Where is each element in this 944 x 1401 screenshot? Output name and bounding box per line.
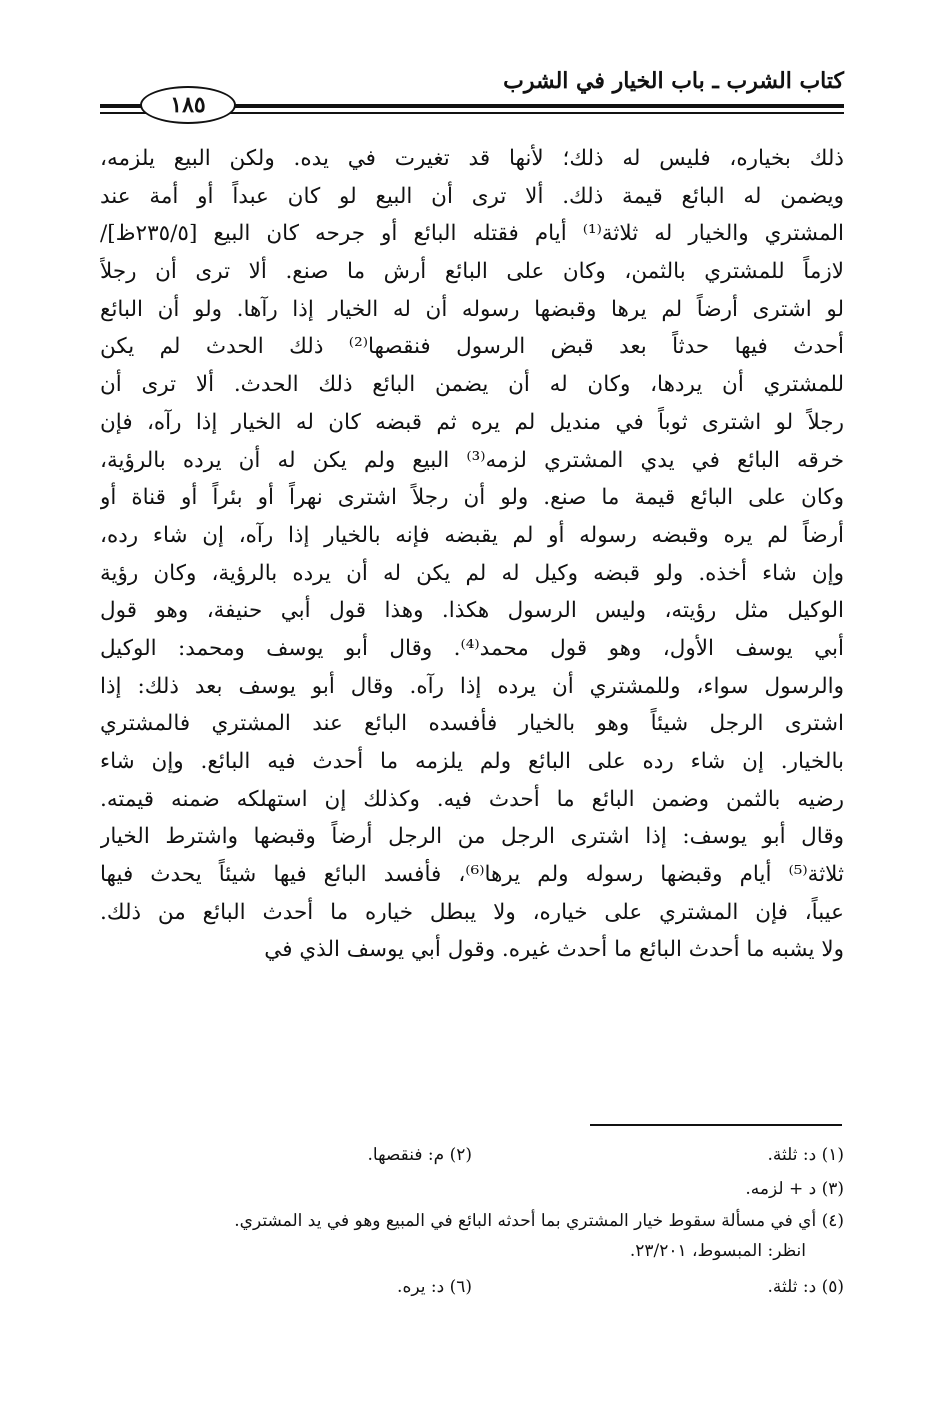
text-line: وإن شاء أخذه. ولو قبضه وكيل له لم يكن له أن يرده بالرؤية، وكان رؤية xyxy=(100,560,844,586)
footnote-separator xyxy=(590,1124,842,1126)
text-line: والرسول سواء، وللمشتري أن يرده إذا رآه. وقال أبو يوسف بعد ذلك: إذا xyxy=(100,673,844,699)
footnote-row xyxy=(100,1270,844,1304)
text-line: بالخيار. إن شاء رده على البائع ولم يلزمه ما أحدث فيه البائع. وإن شاء xyxy=(100,749,844,774)
page-number xyxy=(140,86,236,124)
text-line: لازماً للمشتري بالثمن، وكان على البائع أرش ما صنع. ألا ترى أن رجلاً xyxy=(100,259,844,285)
footnote-5: (٥) د: ثلثة. xyxy=(767,1277,844,1297)
text-line: رجلاً لو اشترى ثوباً في منديل لم يره ثم قبضه كان له الخيار إذا رآه، فإن xyxy=(100,409,844,435)
text-line: ويضمن له البائع قيمة ذلك. ألا ترى أن البيع لو كان عبداً أو أمة عند xyxy=(100,183,844,209)
text-line: أرضاً لم يره وقبضه رسوله أو لم يقبضه فإنه بالخيار إذا رآه، إن شاء رده، xyxy=(100,522,844,548)
text-line: رضيه بالثمن وضمن البائع ما أحدث فيه. وكذلك إن استهلكه ضمنه قيمته. xyxy=(100,786,844,812)
text-line: ولا يشبه ما أحدث البائع ما أحدث غيره. وقول أبي يوسف الذي في xyxy=(264,937,844,963)
footnote-2: (٢) م: فنقصها. xyxy=(367,1145,472,1165)
text-line: للمشتري أن يردها، وكان له أن يضمن البائع ذلك الحدث. ألا ترى أن xyxy=(100,372,844,398)
footnote-4-continued: انظر: المبسوط، ٢٣/٢٠١. xyxy=(629,1241,806,1261)
text-line: أحدث فيها حدثاً بعد قبض الرسول فنقصها⁽²⁾ ذلك الحدث لم يكن xyxy=(100,334,844,360)
footnote-4: (٤) أي في مسألة سقوط خيار المشتري بما أحدثه البائع في المبيع وهو في يد المشتري. xyxy=(234,1211,844,1231)
text-line: أبي يوسف الأول، وهو قول محمد⁽⁴⁾. وقال أبو يوسف ومحمد: الوكيل xyxy=(100,635,844,661)
text-line: خرقه البائع في يدي المشتري لزمه⁽³⁾ البيع ولم يكن له أن يرده بالرؤية، xyxy=(100,447,844,473)
text-line: اشترى الرجل شيئاً وهو بالخيار فأفسده البائع عند المشتري فالمشتري xyxy=(100,711,844,737)
footnote-1: (١) د: ثلثة. xyxy=(767,1145,844,1165)
main-text xyxy=(100,140,844,969)
page-number-text: ١٨٥ xyxy=(170,92,206,118)
running-title: كتاب الشرب ـ باب الخيار في الشرب xyxy=(503,68,844,94)
text-line: المشتري والخيار له ثلاثة⁽¹⁾ أيام فقتله البائع أو جرحه كان البيع [٢٣٥/٥ظ]/ xyxy=(100,221,844,247)
text-line: وكان على البائع قيمة ما صنع. ولو أن رجلاً اشترى نهراً أو بئراً أو قناة أو xyxy=(100,485,844,511)
text-line: وقال أبو يوسف: إذا اشترى الرجل من الرجل أرضاً وقبضها واشترط الخيار xyxy=(100,824,844,850)
text-line: الوكيل مثل رؤيته، وليس الرسول هكذا. وهذا قول أبي حنيفة، وهو قول xyxy=(100,598,844,624)
text-line: ثلاثة⁽⁵⁾ أيام وقبضها رسوله ولم يرها⁽⁶⁾، فأفسد البائع فيها شيئاً يحدث فيها xyxy=(100,862,844,888)
footnote-3: (٣) د + لزمه. xyxy=(745,1179,844,1199)
footnote-row xyxy=(100,1172,844,1206)
text-line: لو اشترى أرضاً لم يرها وقبضها رسوله أن له الخيار إذا رآها. ولو أن البائع xyxy=(100,296,844,322)
text-line: عيباً، فإن المشتري على خياره، ولا يبطل خياره ما أحدث البائع من ذلك. xyxy=(100,899,844,925)
text-line: ذلك بخياره، فليس له ذلك؛ لأنها قد تغيرت في يده. ولكن البيع يلزمه، xyxy=(100,146,844,171)
footnote-6: (٦) د: يره. xyxy=(397,1277,472,1297)
footnote-row xyxy=(100,1138,844,1172)
footnotes xyxy=(100,1138,844,1304)
